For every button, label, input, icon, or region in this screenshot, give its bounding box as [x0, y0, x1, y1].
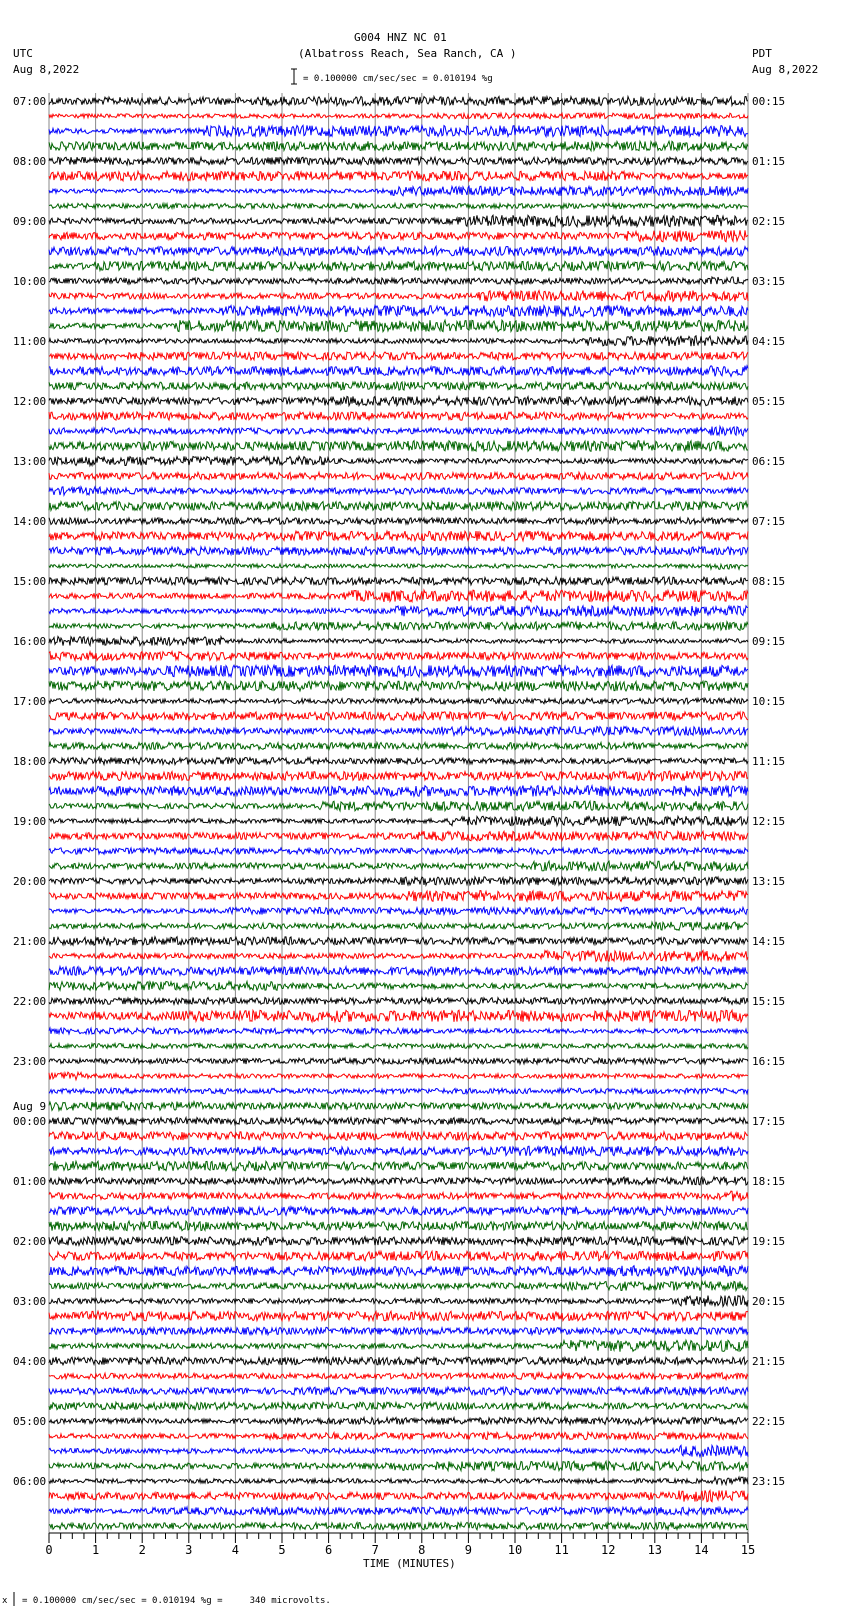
utc-hour-label: 10:00	[13, 275, 47, 288]
trace-line	[49, 637, 748, 646]
trace-line	[49, 261, 748, 270]
trace-line	[49, 1177, 748, 1185]
trace-line	[49, 1118, 748, 1125]
pdt-hour-label: 00:15	[752, 95, 786, 108]
trace-line	[49, 215, 748, 226]
pdt-hour-label: 12:15	[752, 815, 786, 828]
pdt-hour-label: 05:15	[752, 395, 786, 408]
pdt-hour-label: 01:15	[752, 155, 786, 168]
x-tick-label: 10	[507, 1543, 523, 1557]
trace-line	[49, 547, 748, 555]
trace-line	[49, 1490, 748, 1501]
trace-line	[49, 907, 748, 914]
trace-line	[49, 771, 748, 781]
utc-hour-label: 11:00	[13, 335, 47, 348]
pdt-hour-label: 06:15	[752, 455, 786, 468]
utc-hour-label: 04:00	[13, 1355, 47, 1368]
trace-line	[49, 1402, 748, 1410]
trace-line	[49, 1507, 748, 1515]
trace-line	[49, 951, 748, 962]
trace-line	[49, 1387, 748, 1395]
trace-line	[49, 1207, 748, 1215]
trace-line	[49, 518, 748, 525]
trace-line	[49, 712, 748, 720]
trace-line	[49, 861, 748, 871]
trace-line	[49, 1132, 748, 1141]
trace-line	[49, 1058, 748, 1064]
footer-prefix: x	[2, 1596, 8, 1606]
trace-line	[49, 1028, 748, 1034]
trace-line	[49, 1357, 748, 1365]
trace-line	[49, 1296, 748, 1307]
trace-line	[49, 1237, 748, 1246]
utc-hour-label: 21:00	[13, 935, 47, 948]
left-timezone: UTC	[13, 47, 33, 60]
x-tick-label: 1	[91, 1543, 100, 1557]
station-location: (Albatross Reach, Sea Ranch, CA )	[298, 47, 517, 60]
trace-line	[49, 786, 748, 797]
trace-line	[49, 1072, 748, 1080]
trace-line	[49, 743, 748, 750]
pdt-hour-label: 19:15	[752, 1235, 786, 1248]
utc-hour-label: 19:00	[13, 815, 47, 828]
x-tick-label: 7	[371, 1543, 379, 1557]
trace-line	[49, 1477, 748, 1484]
utc-hour-label: 15:00	[13, 575, 47, 588]
trace-line	[49, 1102, 748, 1111]
x-tick-label: 3	[185, 1543, 193, 1557]
trace-line	[49, 652, 748, 661]
trace-line	[49, 320, 748, 332]
trace-line	[49, 1445, 748, 1456]
x-tick-label: 11	[554, 1543, 569, 1557]
right-date: Aug 8,2022	[752, 63, 819, 76]
utc-hour-label: 07:00	[13, 95, 47, 108]
trace-line	[49, 336, 748, 346]
utc-hour-label: 05:00	[13, 1415, 47, 1428]
utc-hour-label: 17:00	[13, 695, 47, 708]
trace-line	[49, 848, 748, 854]
pdt-hour-label: 07:15	[752, 515, 786, 528]
scale-text: = 0.100000 cm/sec/sec = 0.010194 %g	[303, 74, 493, 84]
x-tick-label: 12	[600, 1543, 616, 1557]
pdt-hour-label: 18:15	[752, 1175, 786, 1188]
trace-line	[49, 1461, 748, 1470]
pdt-hour-label: 20:15	[752, 1295, 786, 1308]
station-title: G004 HNZ NC 01	[354, 31, 447, 44]
trace-line	[49, 382, 748, 390]
pdt-hour-label: 14:15	[752, 935, 786, 948]
trace-line	[49, 967, 748, 976]
trace-line	[49, 246, 748, 255]
trace-line	[49, 622, 748, 631]
utc-hour-label: 00:00	[13, 1115, 47, 1128]
trace-line	[49, 891, 748, 902]
trace-line	[49, 502, 748, 511]
trace-line	[49, 982, 748, 991]
x-tick-label: 6	[324, 1543, 333, 1557]
x-tick-label: 8	[418, 1543, 426, 1557]
trace-line	[49, 1311, 748, 1320]
x-tick-label: 4	[231, 1543, 240, 1557]
trace-line	[49, 441, 748, 452]
trace-line	[49, 1327, 748, 1334]
trace-line	[49, 998, 748, 1005]
utc-hour-label: 22:00	[13, 995, 47, 1008]
trace-line	[49, 291, 748, 302]
pdt-hour-label: 15:15	[752, 995, 786, 1008]
trace-line	[49, 665, 748, 677]
trace-line	[49, 1251, 748, 1261]
trace-line	[49, 606, 748, 616]
pdt-hour-label: 03:15	[752, 275, 786, 288]
trace-line	[49, 1146, 748, 1156]
trace-line	[49, 531, 748, 541]
utc-hour-label: 08:00	[13, 155, 47, 168]
trace-line	[49, 456, 748, 465]
trace-line	[49, 1281, 748, 1290]
trace-line	[49, 801, 748, 811]
trace-line	[49, 937, 748, 946]
trace-line	[49, 487, 748, 495]
trace-line	[49, 758, 748, 765]
trace-line	[49, 564, 748, 569]
trace-line	[49, 831, 748, 841]
trace-line	[49, 1088, 748, 1093]
trace-line	[49, 157, 748, 165]
utc-hour-label: 06:00	[13, 1475, 47, 1488]
utc-hour-label: 18:00	[13, 755, 47, 768]
left-date: Aug 8,2022	[13, 63, 80, 76]
pdt-hour-label: 16:15	[752, 1055, 786, 1068]
pdt-hour-label: 13:15	[752, 875, 786, 888]
utc-hour-label: 02:00	[13, 1235, 47, 1248]
pdt-hour-label: 21:15	[752, 1355, 786, 1368]
trace-line	[49, 412, 748, 420]
x-axis-label: TIME (MINUTES)	[363, 1557, 456, 1570]
trace-line	[49, 698, 748, 704]
trace-line	[49, 186, 748, 196]
x-tick-label: 14	[694, 1543, 709, 1557]
utc-hour-label: 20:00	[13, 875, 47, 888]
trace-line	[49, 727, 748, 736]
right-timezone: PDT	[752, 47, 772, 60]
trace-line	[49, 922, 748, 931]
trace-line	[49, 1522, 748, 1529]
footer-scale-text: = 0.100000 cm/sec/sec = 0.010194 %g = 340 microvolts.	[22, 1596, 331, 1606]
trace-line	[49, 396, 748, 405]
trace-line	[49, 877, 748, 885]
pdt-hour-label: 02:15	[752, 215, 786, 228]
utc-hour-label: 23:00	[13, 1055, 47, 1068]
trace-line	[49, 366, 748, 377]
trace-line	[49, 230, 748, 242]
trace-line	[49, 1010, 748, 1022]
trace-line	[49, 1417, 748, 1424]
trace-line	[49, 472, 748, 479]
x-tick-label: 5	[278, 1543, 286, 1557]
date-change-label: Aug 9	[13, 1100, 47, 1113]
trace-line	[49, 1373, 748, 1380]
pdt-hour-label: 10:15	[752, 695, 786, 708]
x-tick-label: 15	[740, 1543, 756, 1557]
pdt-hour-label: 17:15	[752, 1115, 786, 1128]
pdt-hour-label: 23:15	[752, 1475, 786, 1488]
trace-line	[49, 577, 748, 585]
trace-line	[49, 277, 748, 284]
trace-line	[49, 171, 748, 181]
pdt-hour-label: 11:15	[752, 755, 786, 768]
trace-line	[49, 1221, 748, 1231]
trace-line	[49, 681, 748, 691]
trace-line	[49, 1044, 748, 1049]
trace-line	[49, 125, 748, 136]
trace-line	[49, 97, 748, 106]
pdt-hour-label: 09:15	[752, 635, 786, 648]
utc-hour-label: 01:00	[13, 1175, 47, 1188]
trace-line	[49, 426, 748, 435]
utc-hour-label: 03:00	[13, 1295, 47, 1308]
utc-hour-label: 13:00	[13, 455, 47, 468]
x-tick-label: 9	[464, 1543, 473, 1557]
utc-hour-label: 14:00	[13, 515, 47, 528]
pdt-hour-label: 04:15	[752, 335, 786, 348]
utc-hour-label: 09:00	[13, 215, 47, 228]
trace-line	[49, 1432, 748, 1439]
trace-line	[49, 1161, 748, 1171]
x-tick-label: 2	[138, 1543, 146, 1557]
x-tick-label: 0	[45, 1543, 53, 1557]
trace-line	[49, 1191, 748, 1201]
trace-line	[49, 203, 748, 208]
pdt-hour-label: 22:15	[752, 1415, 786, 1428]
utc-hour-label: 12:00	[13, 395, 47, 408]
utc-hour-label: 16:00	[13, 635, 47, 648]
pdt-hour-label: 08:15	[752, 575, 786, 588]
trace-line	[49, 141, 748, 151]
trace-line	[49, 816, 748, 826]
trace-line	[49, 113, 748, 119]
trace-line	[49, 590, 748, 602]
trace-line	[49, 1340, 748, 1352]
trace-line	[49, 306, 748, 317]
x-tick-label: 13	[647, 1543, 663, 1557]
trace-line	[49, 1266, 748, 1277]
trace-line	[49, 352, 748, 360]
